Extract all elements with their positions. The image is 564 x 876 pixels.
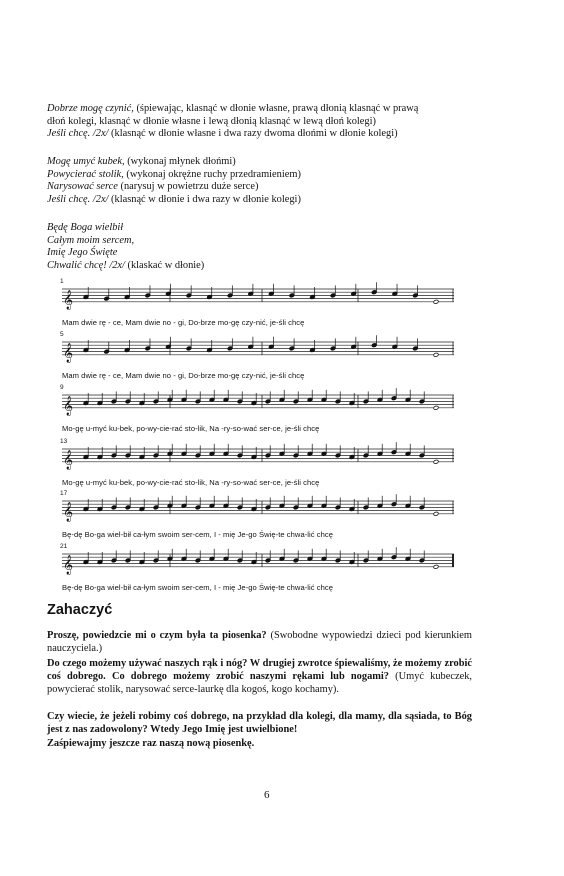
staff-lyrics: Mo-gę u-myć ku-bek, po-wy-cie-rać sto-lik, Na -ry-so-wać ser-ce, je-śli chcę (62, 424, 320, 433)
measure-number: 5 (60, 331, 64, 338)
verse-1 (47, 103, 487, 141)
treble-clef-icon: 𝄞 (63, 395, 74, 416)
note-head (433, 511, 439, 516)
verse-2 (47, 156, 487, 206)
treble-clef-icon: 𝄞 (63, 449, 74, 470)
measure-number: 9 (60, 384, 64, 391)
paragraph-4: Zaśpiewajmy jeszcze raz naszą nową piosenkę. (47, 738, 255, 749)
music-staff-1 (60, 278, 454, 332)
staff-notation (62, 551, 454, 581)
paragraph-2: Do czego możemy używać naszych rąk i nóg? W drugiej zwrotce śpiewaliśmy, że możemy zrobić coś dobrego. Co dobrego możemy zrobić naszymi rękami lub nogami? (Umyć kubeczek, powycierać stolik, narysować serce-laurkę dla kogoś, kogo kochamy). (47, 658, 472, 695)
staff-lyrics: Mam dwie rę - ce, Mam dwie no - gi, Do-brze mo-gę czy-nić, je-śli chcę (62, 371, 305, 380)
staff-lyrics: Mo-gę u-myć ku-bek, po-wy-cie-rać sto-lik, Na -ry-so-wać ser-ce, je-śli chcę (62, 478, 320, 487)
note-head (433, 459, 439, 464)
verse-1-line-3: Jeśli chcę. /2x/ (klasnąć w dłonie własne i dwa razy dwoma dłońmi w dłonie kolegi) (47, 128, 398, 140)
music-staff-3 (60, 384, 454, 438)
verse-1-line-2: dłoń kolegi, klasnąć w dłonie własne i lewą dłonią klasnąć w lewą dłoń kolegi) (47, 115, 376, 127)
treble-clef-icon: 𝄞 (63, 289, 74, 310)
measure-number: 13 (60, 438, 68, 445)
verse-3-line-1: Będę Boga wielbił (47, 222, 124, 233)
page-number: 6 (264, 789, 270, 801)
staff-notation (62, 339, 454, 369)
measure-number: 21 (60, 543, 68, 550)
note-head (433, 405, 439, 410)
verse-2-line-4: Jeśli chcę. /2x/ (klasnąć w dłonie i dwa razy w dłonie kolegi) (47, 193, 301, 205)
staff-notation (62, 498, 454, 528)
paragraph-3: Czy wiecie, że jeżeli robimy coś dobrego, na przykład dla kolegi, dla mamy, dla sąsiada, to Bóg jest z nas zadowolony? Wtedy Jego Imię jest uwielbione! (47, 711, 472, 735)
staff-notation (62, 286, 454, 316)
verse-3-line-4: Chwalić chcę! /2x/ (klaskać w dłonie) (47, 259, 205, 271)
verse-2-line-2: Powycierać stolik, (wykonaj okrężne ruchy przedramieniem) (47, 168, 301, 180)
staff-lyrics: Bę-dę Bo-ga wiel-bił ca-łym swoim ser-cem, I - mię Je-go Świę-te chwa-lić chcę (62, 583, 334, 592)
note-head (433, 299, 439, 304)
staff-lyrics: Mam dwie rę - ce, Mam dwie no - gi, Do-brze mo-gę czy-nić, je-śli chcę (62, 318, 305, 327)
staff-notation (62, 392, 454, 422)
staff-notation (62, 446, 454, 476)
verse-3 (47, 222, 487, 272)
treble-clef-icon: 𝄞 (63, 342, 74, 363)
treble-clef-icon: 𝄞 (63, 554, 74, 575)
verse-2-line-3: Narysować serce (narysuj w powietrzu duże serce) (47, 181, 259, 193)
music-staff-4 (60, 438, 454, 492)
verse-1-line-1: Dobrze mogę czynić, (śpiewając, klasnąć w dłonie własne, prawą dłonią klasnąć w prawą (47, 103, 419, 114)
staff-lyrics: Bę-dę Bo-ga wiel-bił ca-łym swoim ser-cem, I - mię Je-go Świę-te chwa-lić chcę (62, 530, 334, 539)
verse-3-line-3: Imię Jego Święte (47, 247, 118, 259)
measure-number: 1 (60, 278, 64, 285)
music-staff-5 (60, 490, 454, 544)
section-heading: Zahaczyć (47, 602, 113, 618)
paragraph-1: Proszę, powiedzcie mi o czym była ta piosenka? (Swobodne wypowiedzi dzieci pod kierunkiem nauczyciela.) (47, 630, 472, 654)
note-head (433, 352, 439, 357)
verse-3-line-2: Całym moim sercem, (47, 234, 135, 246)
measure-number: 17 (60, 490, 68, 497)
music-staff-6 (60, 543, 454, 597)
treble-clef-icon: 𝄞 (63, 501, 74, 522)
music-staff-2 (60, 331, 454, 385)
note-head (433, 564, 439, 569)
verse-2-line-1: Mogę umyć kubek, (wykonaj młynek dłońmi) (47, 156, 236, 167)
